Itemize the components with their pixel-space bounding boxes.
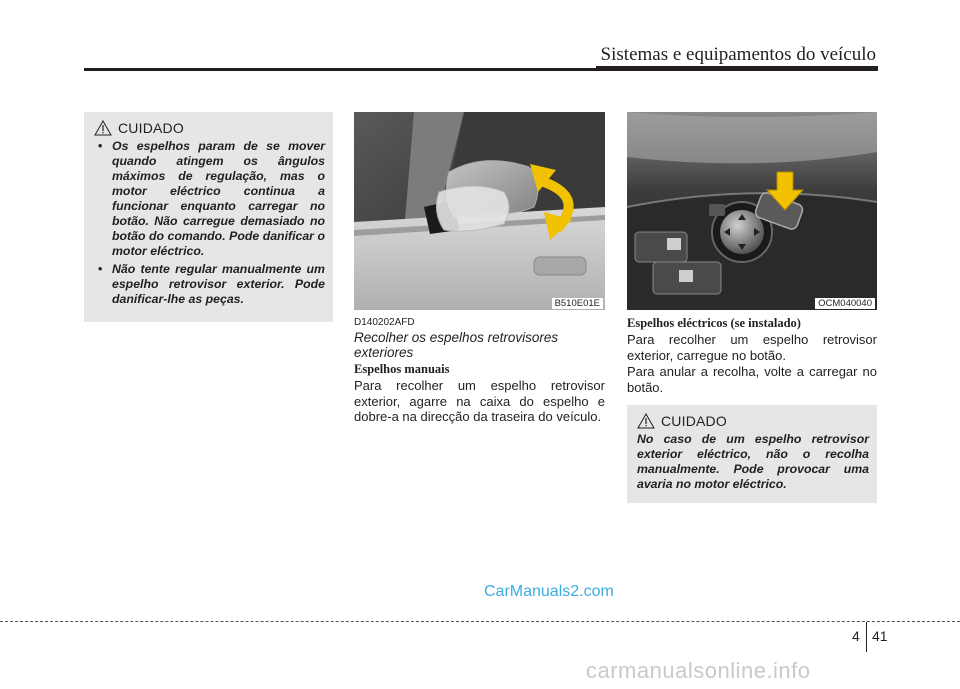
section-heading: Recolher os espelhos retrovisores exteriores xyxy=(354,330,559,360)
electric-mirrors-paragraph-2: Para anular a recolha, volte a carregar no botão. xyxy=(627,364,877,395)
footer-dashed-rule xyxy=(0,621,960,622)
caution-title: CUIDADO xyxy=(661,413,727,429)
electric-mirrors-paragraph-1: Para recolher um espelho retrovisor exterior, carregue no botão. xyxy=(627,332,877,363)
page-number-separator xyxy=(866,622,867,652)
caution-title: CUIDADO xyxy=(118,120,184,136)
manual-mirrors-subheading: Espelhos manuais xyxy=(354,362,450,376)
carmanuals-watermark-link[interactable]: CarManuals2.com xyxy=(484,583,614,600)
electric-mirror-switch-figure xyxy=(627,112,877,310)
switch-illustration xyxy=(627,112,877,310)
manual-mirrors-paragraph: Para recolher um espelho retrovisor exterior, agarre na caixa do espelho e dobre-a na direcção da traseira do veículo. xyxy=(354,378,605,424)
caution-list xyxy=(94,139,325,307)
warning-triangle-icon xyxy=(94,120,112,136)
mirror-illustration xyxy=(354,112,605,310)
page-header-title: Sistemas e equipamentos do veículo xyxy=(600,44,876,65)
warning-triangle-icon xyxy=(637,413,655,429)
figure-code: OCM040040 xyxy=(815,298,875,309)
chapter-number: 4 xyxy=(852,628,860,644)
electric-mirrors-subheading: Espelhos eléctricos (se instalado) xyxy=(627,316,801,330)
site-brand-watermark: carmanualsonline.info xyxy=(586,658,811,683)
caution-item: • Não tente regular manualmente um espelho retrovisor exterior. Pode danificar-lhe as peças. xyxy=(94,262,325,307)
page-number: 41 xyxy=(872,628,888,644)
caution-text: No caso de um espelho retrovisor exterior eléctrico, não o recolha manualmente. Pode provocar uma avaria no motor eléctrico. xyxy=(637,432,869,491)
document-id: D140202AFD xyxy=(354,317,415,328)
caution-header xyxy=(94,120,325,136)
caution-box-right xyxy=(627,405,877,503)
figure-code: B510E01E xyxy=(552,298,603,309)
caution-header xyxy=(637,413,869,429)
header-rule-accent xyxy=(596,66,878,70)
caution-box-left xyxy=(84,112,333,322)
manual-mirror-figure xyxy=(354,112,605,310)
caution-item: • Os espelhos param de se mover quando atingem os ângulos máximos de regulação, mas o motor eléctrico continua a funcionar enquanto carregar no botão. Não carregue demasiado no botão do comando. Pode danificar o motor eléctrico. xyxy=(94,139,325,259)
